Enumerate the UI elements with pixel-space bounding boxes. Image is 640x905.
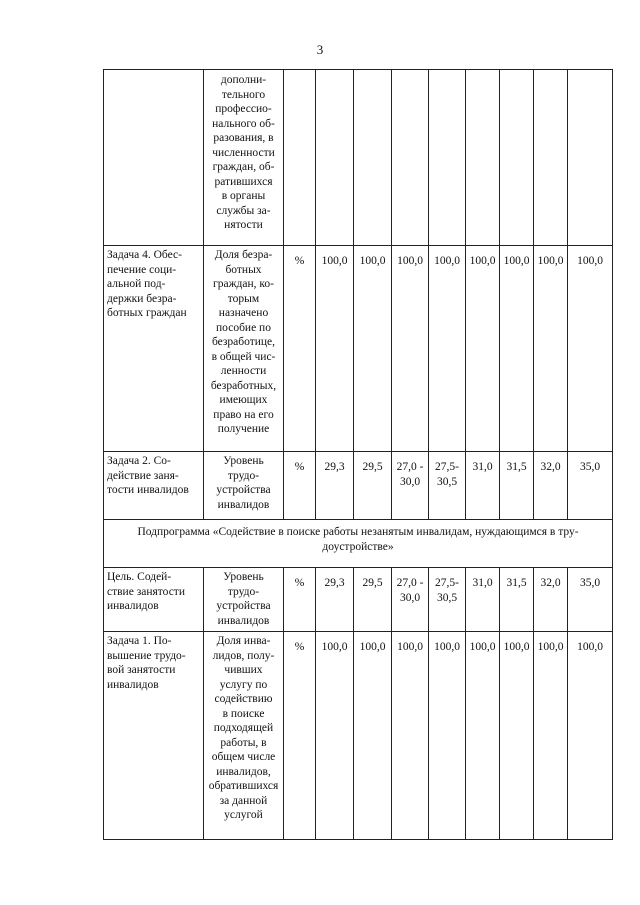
value-cell: 27,0 - 30,0 xyxy=(392,452,429,520)
value-cell: 31,5 xyxy=(500,568,534,632)
unit-cell: % xyxy=(284,452,316,520)
value-cell: 29,3 xyxy=(316,452,354,520)
value-cell: 31,0 xyxy=(466,452,500,520)
table-row xyxy=(104,246,613,452)
value-cell: 100,0 xyxy=(429,632,466,840)
value-cell xyxy=(392,70,429,246)
page-number: 3 xyxy=(316,42,324,57)
task-cell: Задача 1. По- вышение трудо- вой занятости инвалидов xyxy=(104,632,204,840)
unit-cell: % xyxy=(284,246,316,452)
unit-cell: % xyxy=(284,568,316,632)
value-cell: 100,0 xyxy=(316,246,354,452)
value-cell xyxy=(568,70,613,246)
value-cell: 100,0 xyxy=(534,632,568,840)
value-cell: 100,0 xyxy=(392,632,429,840)
value-cell: 27,5- 30,5 xyxy=(429,452,466,520)
indicator-cell: дополни- тельного профессио- нального об- разования, в численности граждан, об- ратившихся в органы службы за- нятости xyxy=(204,70,284,246)
value-cell: 35,0 xyxy=(568,452,613,520)
task-cell: Задача 4. Обес- печение соци- альной под- держки безра- ботных граждан xyxy=(104,246,204,452)
task-cell: Задача 2. Со- действие заня- тости инвалидов xyxy=(104,452,204,520)
value-cell: 100,0 xyxy=(354,632,392,840)
value-cell xyxy=(429,70,466,246)
value-cell xyxy=(500,70,534,246)
value-cell: 100,0 xyxy=(466,632,500,840)
table-row xyxy=(104,632,613,840)
value-cell: 100,0 xyxy=(568,632,613,840)
value-cell: 29,5 xyxy=(354,452,392,520)
value-cell: 100,0 xyxy=(429,246,466,452)
indicator-cell: Уровень трудо- устройства инвалидов xyxy=(204,452,284,520)
value-cell: 32,0 xyxy=(534,568,568,632)
value-cell: 100,0 xyxy=(316,632,354,840)
value-cell: 31,0 xyxy=(466,568,500,632)
table-row xyxy=(104,568,613,632)
task-cell xyxy=(104,70,204,246)
value-cell: 31,5 xyxy=(500,452,534,520)
value-cell xyxy=(466,70,500,246)
subprogram-heading: Подпрограмма «Содействие в поиске работы незанятым инвалидам, нуждающимся в тру- доустройстве» xyxy=(104,520,613,568)
unit-cell xyxy=(284,70,316,246)
table-row xyxy=(104,452,613,520)
indicators-table xyxy=(103,69,613,840)
value-cell: 29,5 xyxy=(354,568,392,632)
value-cell: 27,5- 30,5 xyxy=(429,568,466,632)
value-cell: 32,0 xyxy=(534,452,568,520)
unit-cell: % xyxy=(284,632,316,840)
value-cell: 100,0 xyxy=(568,246,613,452)
table-row xyxy=(104,70,613,246)
table-row xyxy=(104,520,613,568)
value-cell xyxy=(354,70,392,246)
value-cell: 35,0 xyxy=(568,568,613,632)
value-cell: 100,0 xyxy=(500,632,534,840)
value-cell xyxy=(534,70,568,246)
indicator-cell: Уровень трудо- устройства инвалидов xyxy=(204,568,284,632)
value-cell: 100,0 xyxy=(392,246,429,452)
indicator-cell: Доля инва- лидов, полу- чивших услугу по содействию в поиске подходящей работы, в общем числе инвалидов, обратившихся за данной услугой xyxy=(204,632,284,840)
value-cell: 100,0 xyxy=(466,246,500,452)
value-cell: 100,0 xyxy=(354,246,392,452)
task-cell: Цель. Содей- ствие занятости инвалидов xyxy=(104,568,204,632)
value-cell: 29,3 xyxy=(316,568,354,632)
value-cell: 27,0 - 30,0 xyxy=(392,568,429,632)
indicator-cell: Доля безра- ботных граждан, ко- торым назначено пособие по безработице, в общей чис- ленности безработных, имеющих право на его получение xyxy=(204,246,284,452)
value-cell: 100,0 xyxy=(500,246,534,452)
value-cell: 100,0 xyxy=(534,246,568,452)
value-cell xyxy=(316,70,354,246)
